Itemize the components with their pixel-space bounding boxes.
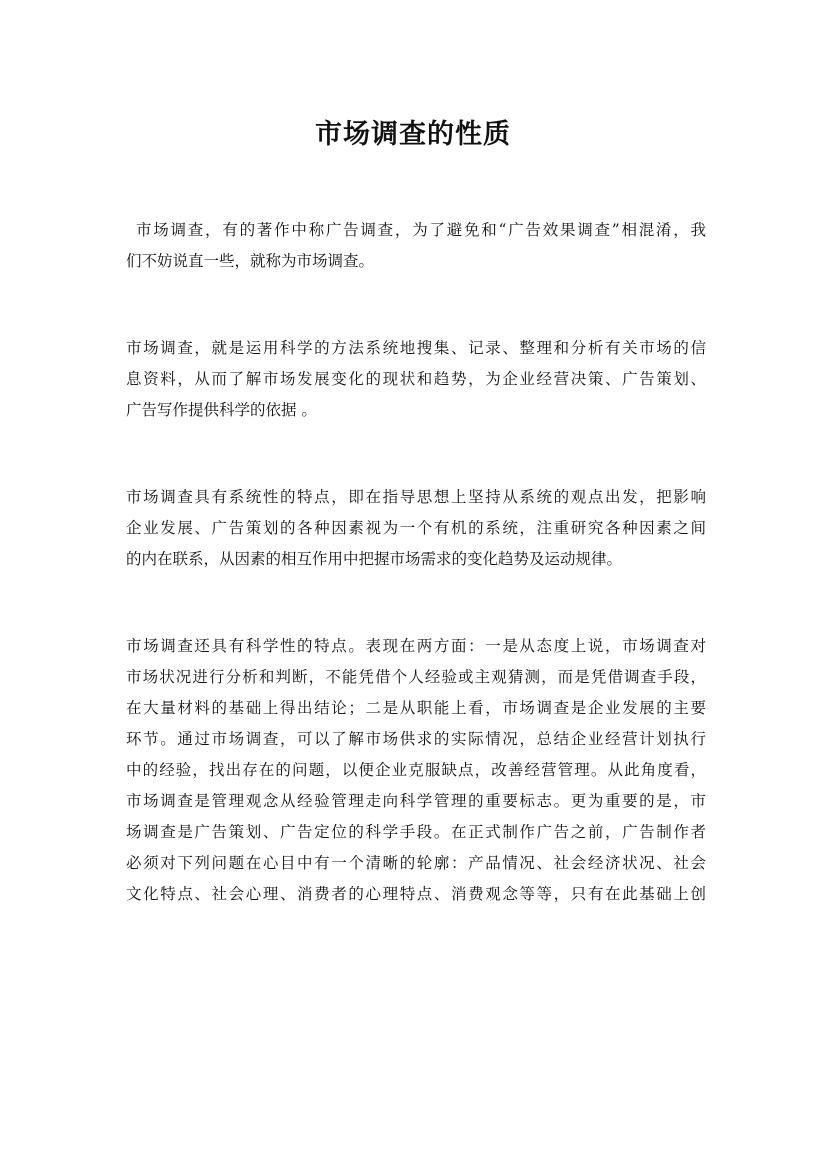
paragraph-line: 场调查是广告策划、广告定位的科学手段。在正式制作广告之前，广告制作者 [126,823,706,841]
paragraph-line: 们不妨说直一些，就称为市场调查。 [126,252,375,270]
paragraph-line: 市场调查，有的著作中称广告调查，为了避免和“广告效果调查”相混淆，我 [136,221,706,239]
paragraph-line: 必须对下列问题在心目中有一个清晰的轮廓：产品情况、社会经济状况、社会 [126,854,706,872]
paragraph-line: 文化特点、社会心理、消费者的心理特点、消费观念等等，只有在此基础上创 [126,885,706,903]
paragraph-line: 企业发展、广告策划的各种因素视为一个有机的系统，注重研究各种因素之间 [126,519,706,537]
paragraph-line: 的内在联系，从因素的相互作用中把握市场需求的变化趋势及运动规律。 [126,550,623,568]
paragraph-line: 市场调查具有系统性的特点，即在指导思想上坚持从系统的观点出发，把影响 [126,488,706,506]
paragraph-line: 环节。通过市场调查，可以了解市场供求的实际情况，总结企业经营计划执行 [126,730,706,748]
paragraph-2 [126,333,706,426]
paragraph-1 [126,215,706,277]
paragraph-3 [126,482,706,575]
paragraph-line: 在大量材料的基础上得出结论；二是从职能上看，市场调查是企业发展的主要 [126,699,706,717]
paragraph-line: 市场调查是管理观念从经验管理走向科学管理的重要标志。更为重要的是，市 [126,792,706,810]
paragraph-line: 息资料，从而了解市场发展变化的现状和趋势，为企业经营决策、广告策划、 [126,370,706,388]
paragraph-line: 市场状况进行分析和判断，不能凭借个人经验或主观猜测，而是凭借调查手段， [126,668,706,686]
paragraph-4 [126,631,706,910]
document-body [126,215,706,966]
paragraph-line: 市场调查，就是运用科学的方法系统地搜集、记录、整理和分析有关市场的信 [126,339,706,357]
paragraph-line: 市场调查还具有科学性的特点。表现在两方面：一是从态度上说，市场调查对 [126,637,706,655]
paragraph-line: 广告写作提供科学的依据 。 [126,401,317,419]
document-title: 市场调查的性质 [315,119,511,150]
paragraph-line: 中的经验，找出存在的问题，以便企业克服缺点，改善经营管理。从此角度看， [126,761,706,779]
